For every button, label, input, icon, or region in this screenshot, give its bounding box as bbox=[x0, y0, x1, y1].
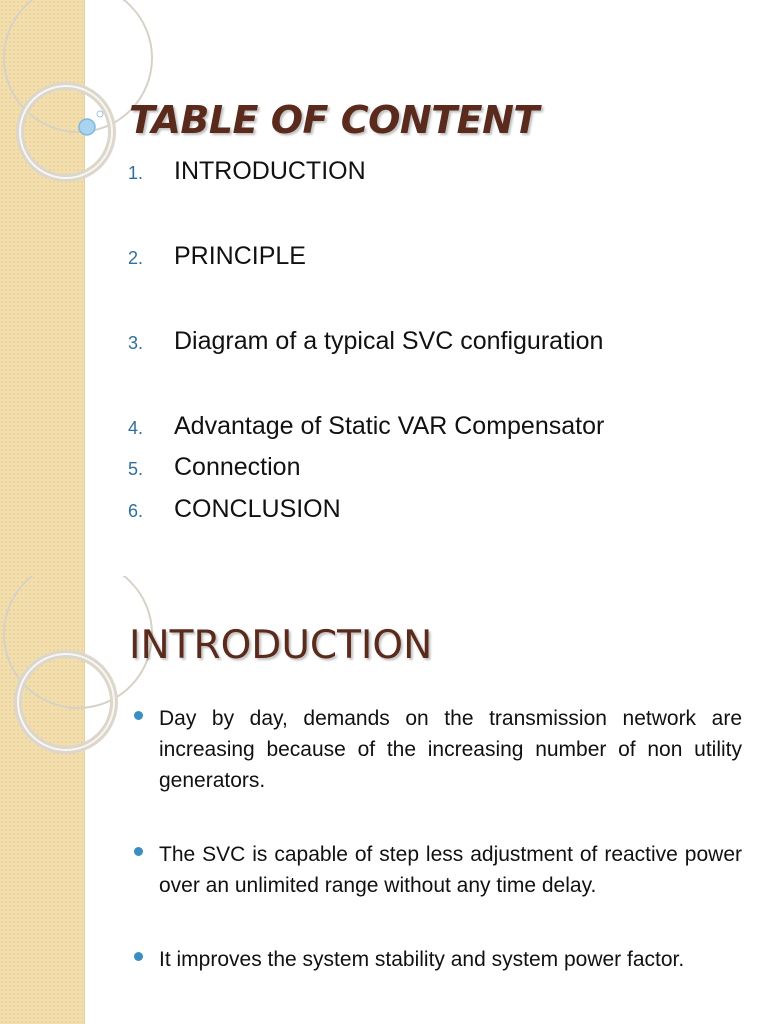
toc-label: INTRODUCTION bbox=[174, 157, 366, 185]
bullet-icon bbox=[134, 847, 143, 856]
bullet-icon bbox=[134, 711, 143, 720]
toc-number: 5. bbox=[128, 459, 144, 479]
toc-number: 4. bbox=[128, 418, 144, 438]
toc-number: 2. bbox=[128, 248, 144, 268]
toc-item-diagram bbox=[128, 327, 603, 356]
bullet-item bbox=[134, 944, 742, 975]
toc-label: Diagram of a typical SVC configuration bbox=[174, 327, 604, 355]
bullet-icon bbox=[134, 952, 143, 961]
bullet-text: The SVC is capable of step less adjustment of reactive power over an unlimited range without any time delay. bbox=[159, 843, 742, 897]
toc-label: CONCLUSION bbox=[174, 495, 341, 523]
toc-item-introduction bbox=[128, 157, 366, 186]
toc-label: PRINCIPLE bbox=[174, 242, 306, 270]
toc-number: 3. bbox=[128, 333, 144, 353]
bullet-text: It improves the system stability and system power factor. bbox=[159, 948, 685, 971]
toc-item-principle bbox=[128, 242, 306, 271]
toc-label: Advantage of Static VAR Compensator bbox=[174, 412, 605, 440]
toc-number: 6. bbox=[128, 501, 144, 521]
bullet-item bbox=[134, 839, 742, 901]
toc-number: 1. bbox=[128, 163, 144, 183]
page-title: TABLE OF CONTENT bbox=[129, 98, 539, 142]
bullet-text: Day by day, demands on the transmission network are increasing because of the increasing number of non utility generators. bbox=[159, 707, 742, 792]
section-title: INTRODUCTION bbox=[129, 623, 433, 668]
toc-item-connection bbox=[128, 453, 300, 482]
toc-item-advantage bbox=[128, 412, 604, 441]
bullet-item bbox=[134, 703, 742, 796]
toc-item-conclusion bbox=[128, 495, 341, 524]
toc-label: Connection bbox=[174, 453, 301, 481]
slide-introduction bbox=[0, 576, 768, 1024]
